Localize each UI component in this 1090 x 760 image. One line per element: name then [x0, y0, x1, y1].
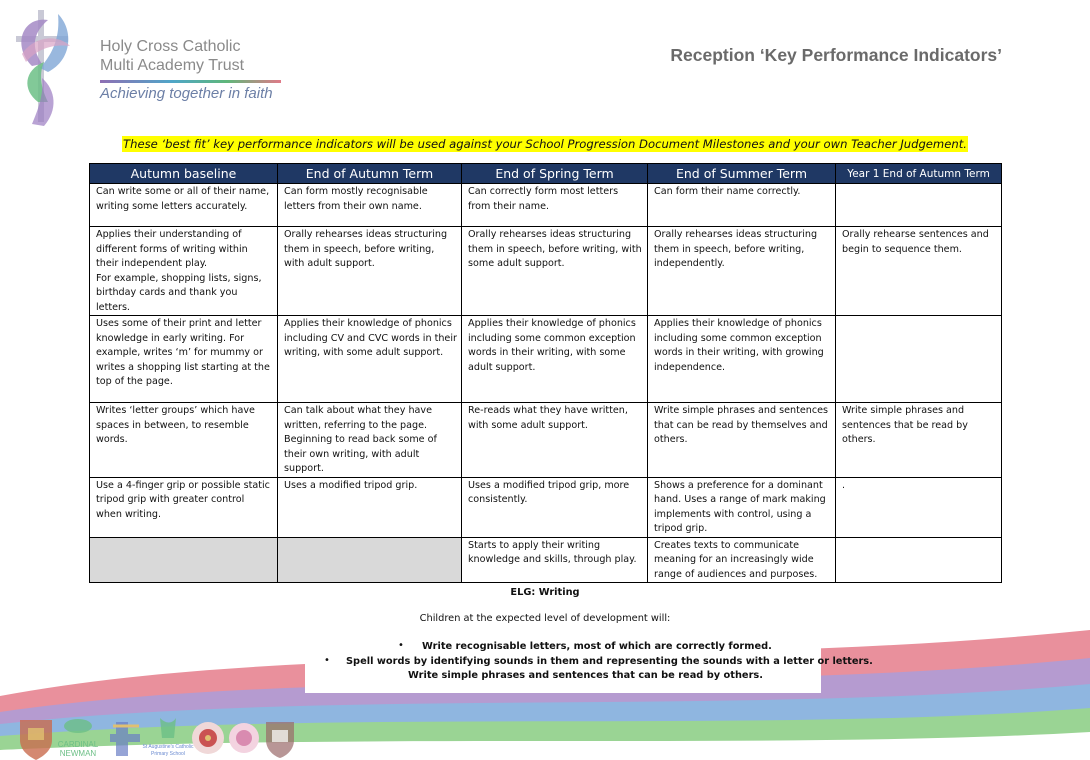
- table-cell: Write simple phrases and sentences that be read by others.: [836, 403, 1002, 478]
- table-cell: Writes ‘letter groups’ which have spaces in between, to resemble words.: [90, 403, 278, 478]
- col-header-end-of-spring: End of Spring Term: [462, 164, 648, 184]
- table-cell: [836, 537, 1002, 583]
- school-logos: [16, 716, 306, 760]
- svg-text:NEWMAN: NEWMAN: [59, 749, 97, 758]
- intro-highlight: These ‘best fit’ key performance indicators will be used against your School Progression Document Milestones and your own Teacher Judgement.: [123, 137, 967, 151]
- col-header-end-of-autumn: End of Autumn Term: [278, 164, 462, 184]
- col-header-year1-autumn: Year 1 End of Autumn Term: [836, 164, 1002, 184]
- table-row: [90, 184, 1002, 227]
- table-cell-empty: [90, 537, 278, 583]
- table-row: [90, 403, 1002, 478]
- table-row: [90, 227, 1002, 316]
- table-cell: Re-reads what they have written, with some adult support.: [462, 403, 648, 478]
- table-cell: [836, 316, 1002, 403]
- elg-goal-1: Write recognisable letters, most of which are correctly formed.: [422, 641, 772, 652]
- table-cell: Uses a modified tripod grip, more consistently.: [462, 477, 648, 537]
- kpi-table: [89, 163, 1002, 583]
- table-cell: Creates texts to communicate meaning for an increasingly wide range of audiences and purposes.: [648, 537, 836, 583]
- table-cell: Can correctly form most letters from their name.: [462, 184, 648, 227]
- cardinal-newman-logo-icon: [58, 719, 99, 758]
- school-crest-icon: [20, 720, 52, 760]
- trust-divider: [100, 80, 281, 83]
- table-cell: Orally rehearses ideas structuring them in speech, before writing, with some adult support.: [462, 227, 648, 316]
- table-cell: Applies their knowledge of phonics including some common exception words in their writing, with growing independence.: [648, 316, 836, 403]
- rose-crest-icon: [192, 722, 224, 754]
- elg-title: ELG: Writing: [510, 587, 580, 598]
- elg-goal-2: Spell words by identifying sounds in them and representing the sounds with a letter or letters.: [346, 656, 873, 667]
- st-augustines-logo-icon: [143, 718, 194, 757]
- table-cell: Uses a modified tripod grip.: [278, 477, 462, 537]
- table-cell: Orally rehearses ideas structuring them in speech, before writing, independently.: [648, 227, 836, 316]
- document-title: Reception ‘Key Performance Indicators’: [670, 45, 1002, 65]
- table-header-row: [90, 164, 1002, 184]
- table-cell: Can write some or all of their name, writing some letters accurately.: [90, 184, 278, 227]
- shield-crest-icon: [266, 722, 294, 758]
- table-cell: Uses some of their print and letter knowledge in early writing. For example, writes ‘m’ for mummy or writes a shopping list starting at the top of the page.: [90, 316, 278, 403]
- trust-name: [100, 37, 244, 75]
- trust-motto: Achieving together in faith: [100, 85, 273, 102]
- elg-goal-3: Write simple phrases and sentences that can be read by others.: [408, 670, 763, 681]
- floral-crest-icon: [229, 723, 259, 753]
- table-row: [90, 477, 1002, 537]
- cardinal-newman-logo-text: CARDINAL: [57, 740, 99, 749]
- bullet-icon: •: [324, 655, 330, 666]
- trust-logo-icon: [8, 6, 76, 126]
- table-cell: Shows a preference for a dominant hand. Uses a range of mark making implements with control, using a tripod grip.: [648, 477, 836, 537]
- trust-name-line1: Holy Cross Catholic: [100, 38, 241, 55]
- table-cell: Applies their knowledge of phonics including CV and CVC words in their writing, with some adult support.: [278, 316, 462, 403]
- bullet-icon: •: [398, 640, 404, 651]
- col-header-autumn-baseline: Autumn baseline: [90, 164, 278, 184]
- col-header-end-of-summer: End of Summer Term: [648, 164, 836, 184]
- table-cell: Write simple phrases and sentences that can be read by themselves and others.: [648, 403, 836, 478]
- table-cell: Orally rehearses ideas structuring them in speech, before writing, with adult support.: [278, 227, 462, 316]
- table-cell: .: [836, 477, 1002, 537]
- cross-logo-icon: [110, 722, 140, 756]
- intro-note: [0, 133, 1090, 152]
- table-cell: Can form their name correctly.: [648, 184, 836, 227]
- table-row: [90, 316, 1002, 403]
- svg-text:Primary School: Primary School: [151, 751, 185, 757]
- trust-name-line2: Multi Academy Trust: [100, 57, 245, 74]
- table-row: [90, 537, 1002, 583]
- table-cell: Can talk about what they have written, referring to the page. Beginning to read back some of their own writing, with adult support.: [278, 403, 462, 478]
- table-cell: Applies their understanding of different forms of writing within their independent play. For example, shopping lists, signs, birthday cards and thank you letters.: [90, 227, 278, 316]
- table-cell-empty: [278, 537, 462, 583]
- table-cell: Can form mostly recognisable letters from their own name.: [278, 184, 462, 227]
- table-cell: Use a 4-finger grip or possible static tripod grip with greater control when writing.: [90, 477, 278, 537]
- table-cell: [836, 184, 1002, 227]
- table-cell: Starts to apply their writing knowledge and skills, through play.: [462, 537, 648, 583]
- svg-text:St Augustine's Catholic: St Augustine's Catholic: [142, 744, 194, 750]
- table-cell: Orally rehearse sentences and begin to sequence them.: [836, 227, 1002, 316]
- table-cell: Applies their knowledge of phonics including some common exception words in their writing, with some adult support.: [462, 316, 648, 403]
- elg-subtitle: Children at the expected level of development will:: [419, 613, 671, 624]
